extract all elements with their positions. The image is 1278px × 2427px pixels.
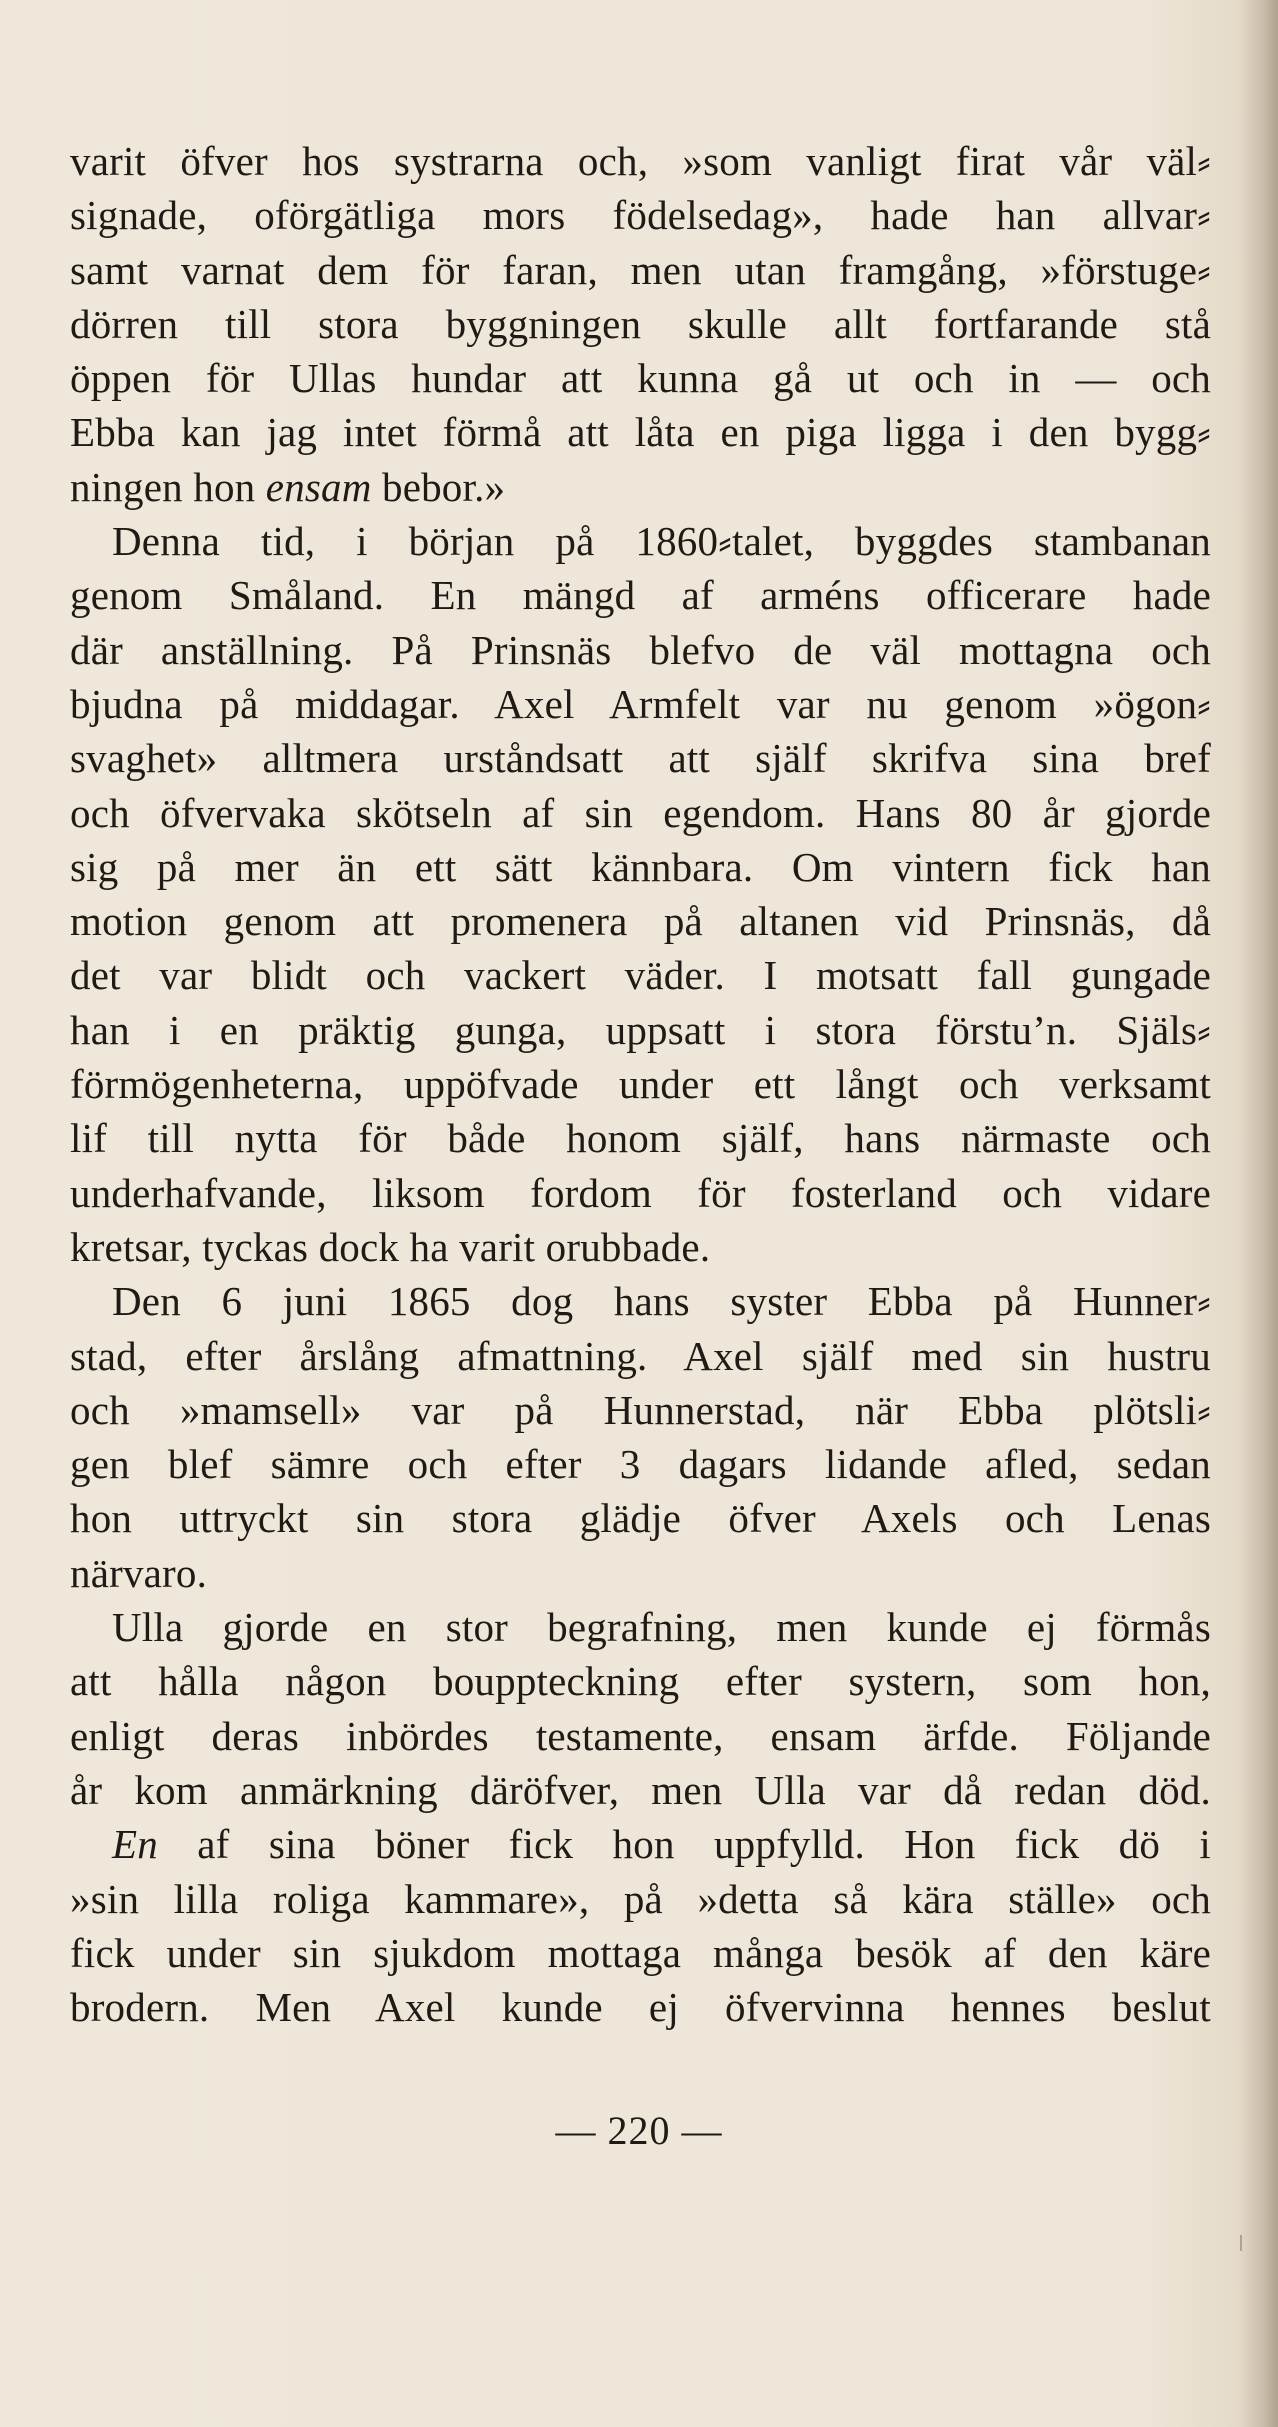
text-line: genom Småland. En mängd af arméns officerare hade — [70, 572, 1211, 619]
text-line — [70, 460, 1211, 514]
margin-mark — [1240, 2235, 1248, 2251]
text-line: Ebba kan jag intet förmå att låta en piga ligga i den bygg⸗ — [70, 409, 1211, 456]
paragraph-start-line: Denna tid, i början på 1860⸗talet, byggdes stambanan — [112, 518, 1211, 565]
text-line: »sin lilla roliga kammare», på »detta så kära ställe» och — [70, 1875, 1211, 1922]
text-line: lif till nytta för både honom själf, hans närmaste och — [70, 1115, 1211, 1162]
text-line: brodern. Men Axel kunde ej öfvervinna hennes beslut — [70, 1984, 1211, 2031]
text-segment: af sina böner fick hon uppfylld. Hon fick dö i — [157, 1821, 1211, 1868]
page-number: — 220 — — [555, 2108, 723, 2153]
text-line: öppen för Ullas hundar att kunna gå ut och in — och — [70, 355, 1211, 402]
text-line: hon uttryckt sin stora glädje öfver Axels och Lenas — [70, 1495, 1211, 1542]
text-line: gen blef sämre och efter 3 dagars lidande afled, sedan — [70, 1441, 1211, 1488]
text-line: stad, efter årslång afmattning. Axel själf med sin hustru — [70, 1332, 1211, 1379]
text-line: och öfvervaka skötseln af sin egendom. Hans 80 år gjorde — [70, 789, 1211, 836]
text-line: signade, oförgätliga mors födelsedag», hade han allvar⸗ — [70, 192, 1211, 239]
text-line: närvaro. — [70, 1549, 208, 1596]
text-line: dörren till stora byggningen skulle allt fortfarande stå — [70, 300, 1211, 347]
body-text — [70, 134, 1211, 2034]
text-line: det var blidt och vackert väder. I motsatt fall gungade — [70, 952, 1211, 999]
text-line: varit öfver hos systrarna och, »som vanligt firat vår väl⸗ — [70, 138, 1211, 184]
text-line: att hålla någon bouppteckning efter systern, som hon, — [70, 1658, 1211, 1705]
text-line: och »mamsell» var på Hunnerstad, när Ebba plötsli⸗ — [70, 1386, 1211, 1433]
text-line: bjudna på middagar. Axel Armfelt var nu genom »ögon⸗ — [70, 680, 1211, 727]
text-line: han i en präktig gunga, uppsatt i stora förstu’n. Själs⸗ — [70, 1006, 1211, 1053]
text-line: svaghet» alltmera urståndsatt att själf skrifva sina bref — [70, 735, 1211, 782]
text-line: kretsar, tyckas dock ha varit orubbade. — [70, 1223, 711, 1270]
italic-word: En — [112, 1821, 158, 1868]
text-line: samt varnat dem för faran, men utan framgång, »förstuge⸗ — [70, 246, 1211, 293]
paragraph-start-line: Ulla gjorde en stor begrafning, men kunde ej förmås — [112, 1604, 1211, 1651]
text-line: enligt deras inbördes testamente, ensam ärfde. Följande — [70, 1712, 1211, 1759]
text-line: år kom anmärkning däröfver, men Ulla var då redan död. — [70, 1766, 1211, 1813]
text-line: sig på mer än ett sätt kännbara. Om vintern fick han — [70, 843, 1211, 890]
text-line: motion genom att promenera på altanen vid Prinsnäs, då — [70, 898, 1211, 945]
text-line: underhafvande, liksom fordom för fosterland och vidare — [70, 1169, 1211, 1216]
text-line: förmögenheterna, uppöfvade under ett långt och verksamt — [70, 1061, 1211, 1108]
page-edge-shadow — [1238, 0, 1278, 2427]
text-segment: ningen hon — [70, 463, 266, 510]
paragraph-start-line: Den 6 juni 1865 dog hans syster Ebba på Hunner⸗ — [112, 1278, 1211, 1325]
italic-word: ensam — [265, 463, 372, 510]
text-line: där anställning. På Prinsnäs blefvo de väl mottagna och — [70, 626, 1211, 673]
paragraph-start-line — [70, 1817, 1211, 1871]
text-line: fick under sin sjukdom mottaga många besök af den käre — [70, 1929, 1211, 1976]
text-segment: bebor.» — [371, 463, 506, 510]
